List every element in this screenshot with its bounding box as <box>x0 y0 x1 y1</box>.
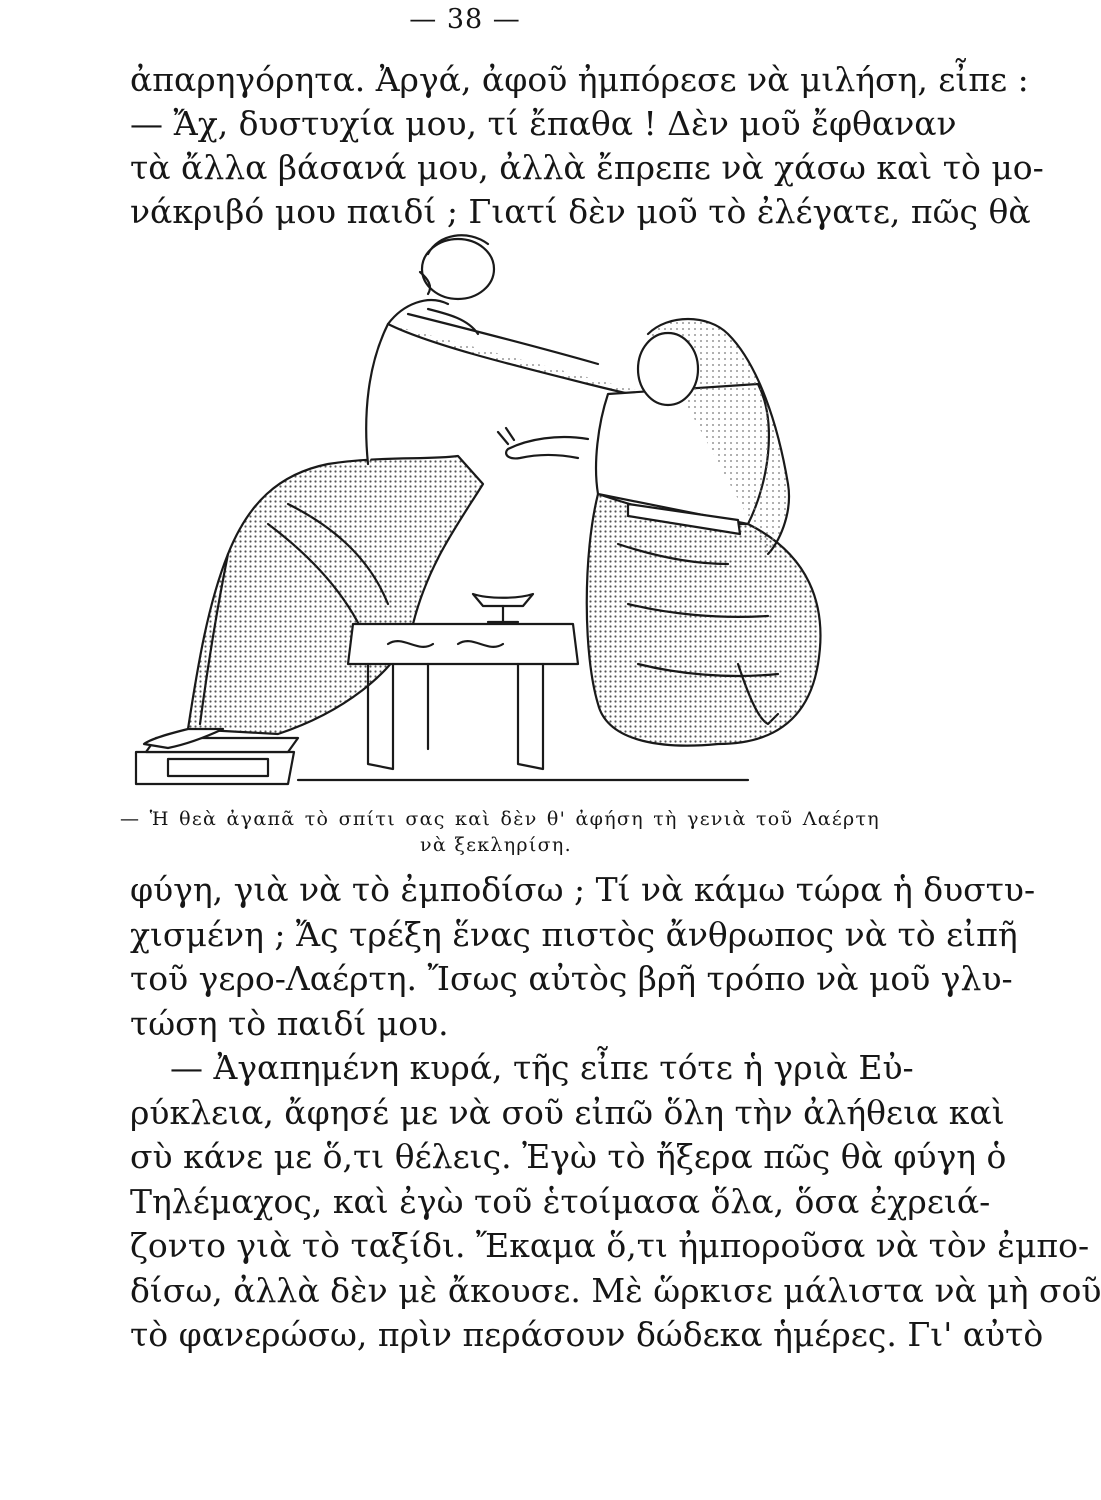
text-block-bottom <box>130 868 1101 1358</box>
text-line: χισμένη ; Ἄς τρέξη ἕνας πιστὸς ἄνθρωπος νὰ τὸ εἰπῆ <box>130 914 1018 954</box>
text-line: τὰ ἄλλα βάσανά μου, ἀλλὰ ἔπρεπε νὰ χάσω καὶ τὸ μο- <box>130 148 1044 187</box>
text-line: ρύκλεια, ἄφησέ με νὰ σοῦ εἰπῶ ὅλη τὴν ἀλήθεια καὶ <box>130 1092 1005 1132</box>
text-line: σὺ κάνε με ὅ,τι θέλεις. Ἐγὼ τὸ ἤξερα πῶς θὰ φύγη ὁ <box>130 1137 1007 1176</box>
text-line: Τηλέμαχος, καὶ ἐγὼ τοῦ ἑτοίμασα ὅλα, ὅσα ἐχρειά- <box>130 1181 991 1221</box>
page-number: — 38 — <box>409 4 521 35</box>
text-line: — Ἄχ, δυστυχία μου, τί ἔπαθα ! Δὲν μοῦ ἔφθαναν <box>130 104 957 143</box>
text-line: τὸ φανερώσω, πρὶν περάσουν δώδεκα ἡμέρες. Γι' αὐτὸ <box>130 1315 1044 1354</box>
text-line: ἀπαρηγόρητα. Ἀργά, ἀφοῦ ἠμπόρεσε νὰ μιλήση, εἶπε : <box>130 60 1029 99</box>
caption-line: νὰ ξεκληρίση. <box>420 834 572 856</box>
text-line: τοῦ γερο-Λαέρτη. Ἴσως αὐτὸς βρῆ τρόπο νὰ μοῦ γλυ- <box>130 959 1013 998</box>
illustration-drawing <box>128 224 878 794</box>
text-line: δίσω, ἀλλὰ δὲν μὲ ἄκουσε. Μὲ ὥρκισε μάλιστα νὰ μὴ σοῦ <box>130 1270 1101 1310</box>
text-line: φύγη, γιὰ νὰ τὸ ἐμποδίσω ; Τί νὰ κάμω τώρα ἡ δυστυ- <box>130 870 1036 909</box>
text-block-top <box>130 58 1044 234</box>
caption-line: — Ἡ θεὰ ἀγαπᾶ τὸ σπίτι σας καὶ δὲν θ' ἀφήση τὴ γενιὰ τοῦ Λαέρτη <box>120 808 880 830</box>
illustration-goddess-and-queen <box>128 224 878 794</box>
text-line: ζοντο γιὰ τὸ ταξίδι. Ἔκαμα ὅ,τι ἠμποροῦσα νὰ τὸν ἐμπο- <box>130 1226 1090 1265</box>
text-line: νάκριβό μου παιδί ; Γιατί δὲν μοῦ τὸ ἐλέγατε, πῶς θὰ <box>130 192 1031 231</box>
illustration-caption <box>120 806 880 858</box>
text-line: τώση τὸ παιδί μου. <box>130 1003 449 1043</box>
text-line: — Ἀγαπημένη κυρά, τῆς εἶπε τότε ἡ γριὰ Εὐ- <box>170 1048 914 1087</box>
